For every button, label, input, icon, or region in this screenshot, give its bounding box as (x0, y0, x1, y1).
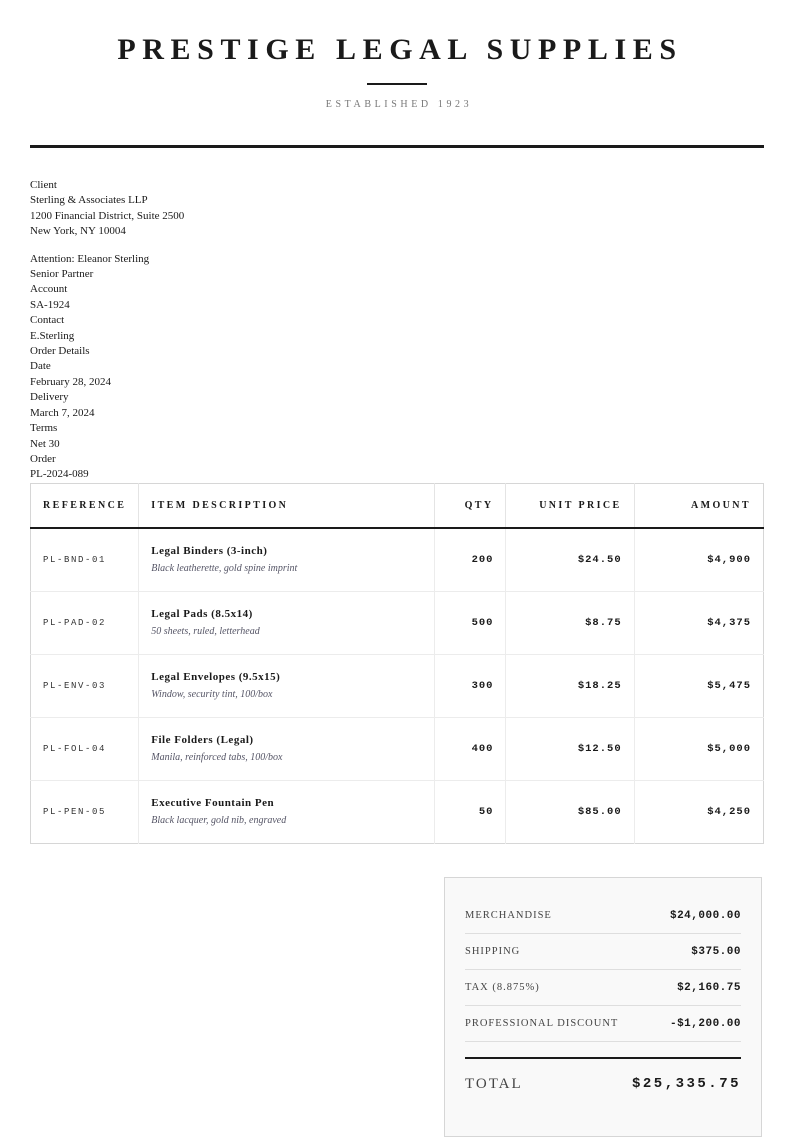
summary-row-discount (465, 1006, 741, 1042)
summary-row-tax (465, 970, 741, 1006)
line-items-table (30, 483, 764, 844)
spacer (30, 240, 184, 252)
item-unit-price: $12.50 (506, 718, 634, 781)
summary-label: TAX (8.875%) (465, 982, 540, 993)
item-name: Legal Envelopes (9.5x15) (151, 671, 281, 683)
item-qty: 400 (434, 718, 506, 781)
item-amount: $4,375 (634, 592, 763, 655)
item-unit-price: $8.75 (506, 592, 634, 655)
contact-value: E.Sterling (30, 329, 75, 342)
item-name: File Folders (Legal) (151, 734, 254, 746)
item-reference: PL-FOL-04 (31, 718, 139, 781)
terms-label: Terms (30, 422, 58, 435)
item-unit-price: $24.50 (506, 528, 634, 592)
item-description-cell (139, 718, 434, 781)
column-header-reference: REFERENCE (31, 484, 139, 529)
title-underline (367, 83, 427, 85)
account-label: Account (30, 283, 68, 296)
account-value: SA-1924 (30, 298, 70, 311)
item-details: Window, security tint, 100/box (151, 689, 273, 700)
item-details: Black leatherette, gold spine imprint (151, 563, 298, 574)
summary-value: $375.00 (691, 945, 741, 958)
contact-label: Contact (30, 314, 65, 327)
summary-value: $24,000.00 (669, 909, 741, 922)
table-row (31, 781, 764, 844)
summary-value: $2,160.75 (677, 981, 741, 994)
table-row (31, 528, 764, 592)
item-amount: $5,475 (634, 655, 763, 718)
client-title: Senior Partner (30, 268, 94, 281)
item-description-cell (139, 592, 434, 655)
client-attention: Attention: Eleanor Sterling (30, 252, 150, 265)
item-details: 50 sheets, ruled, letterhead (151, 626, 260, 637)
summary-row-shipping (465, 934, 741, 970)
date-label: Date (30, 360, 51, 373)
item-name: Executive Fountain Pen (151, 797, 275, 809)
item-qty: 200 (434, 528, 506, 592)
item-reference: PL-BND-01 (31, 528, 139, 592)
column-header-amount: AMOUNT (634, 484, 763, 529)
client-address-line2: New York, NY 10004 (30, 225, 126, 238)
summary-value: -$1,200.00 (669, 1017, 741, 1030)
date-value: February 28, 2024 (30, 375, 111, 388)
item-qty: 500 (434, 592, 506, 655)
item-details: Manila, reinforced tabs, 100/box (151, 752, 283, 763)
item-qty: 300 (434, 655, 506, 718)
total-row (465, 1059, 741, 1109)
item-reference: PL-PAD-02 (31, 592, 139, 655)
column-header-description: ITEM DESCRIPTION (139, 484, 434, 529)
order-details-heading: Order Details (30, 345, 90, 358)
totals-summary (444, 877, 762, 1137)
item-unit-price: $85.00 (506, 781, 634, 844)
order-number: PL-2024-089 (30, 468, 89, 481)
table-row (31, 592, 764, 655)
table-row (31, 655, 764, 718)
terms-value: Net 30 (30, 437, 60, 450)
client-and-order-info (30, 178, 184, 483)
item-details: Black lacquer, gold nib, engraved (151, 815, 287, 826)
summary-row-merchandise (465, 898, 741, 934)
total-value: $25,335.75 (631, 1076, 741, 1092)
header-divider (30, 145, 764, 148)
summary-label: MERCHANDISE (465, 910, 552, 921)
item-unit-price: $18.25 (506, 655, 634, 718)
column-header-qty: QTY (434, 484, 506, 529)
item-description-cell (139, 781, 434, 844)
total-label: TOTAL (465, 1075, 523, 1092)
letterhead (0, 0, 794, 111)
item-amount: $5,000 (634, 718, 763, 781)
client-name: Sterling & Associates LLP (30, 194, 148, 207)
column-header-unit-price: UNIT PRICE (506, 484, 634, 529)
client-label: Client (30, 179, 57, 191)
table-row (31, 718, 764, 781)
item-description-cell (139, 655, 434, 718)
company-name: PRESTIGE LEGAL SUPPLIES (117, 33, 683, 66)
delivery-value: March 7, 2024 (30, 406, 95, 419)
item-name: Legal Binders (3-inch) (151, 545, 268, 557)
item-description-cell (139, 528, 434, 592)
item-amount: $4,900 (634, 528, 763, 592)
established-tagline: ESTABLISHED 1923 (325, 99, 473, 110)
order-label: Order (30, 452, 56, 465)
table-header-row (31, 484, 764, 529)
item-amount: $4,250 (634, 781, 763, 844)
item-reference: PL-PEN-05 (31, 781, 139, 844)
summary-label: PROFESSIONAL DISCOUNT (465, 1018, 619, 1029)
delivery-label: Delivery (30, 391, 69, 404)
item-qty: 50 (434, 781, 506, 844)
item-name: Legal Pads (8.5x14) (151, 608, 253, 620)
item-reference: PL-ENV-03 (31, 655, 139, 718)
client-address-line1: 1200 Financial District, Suite 2500 (30, 209, 185, 222)
summary-label: SHIPPING (465, 946, 521, 957)
